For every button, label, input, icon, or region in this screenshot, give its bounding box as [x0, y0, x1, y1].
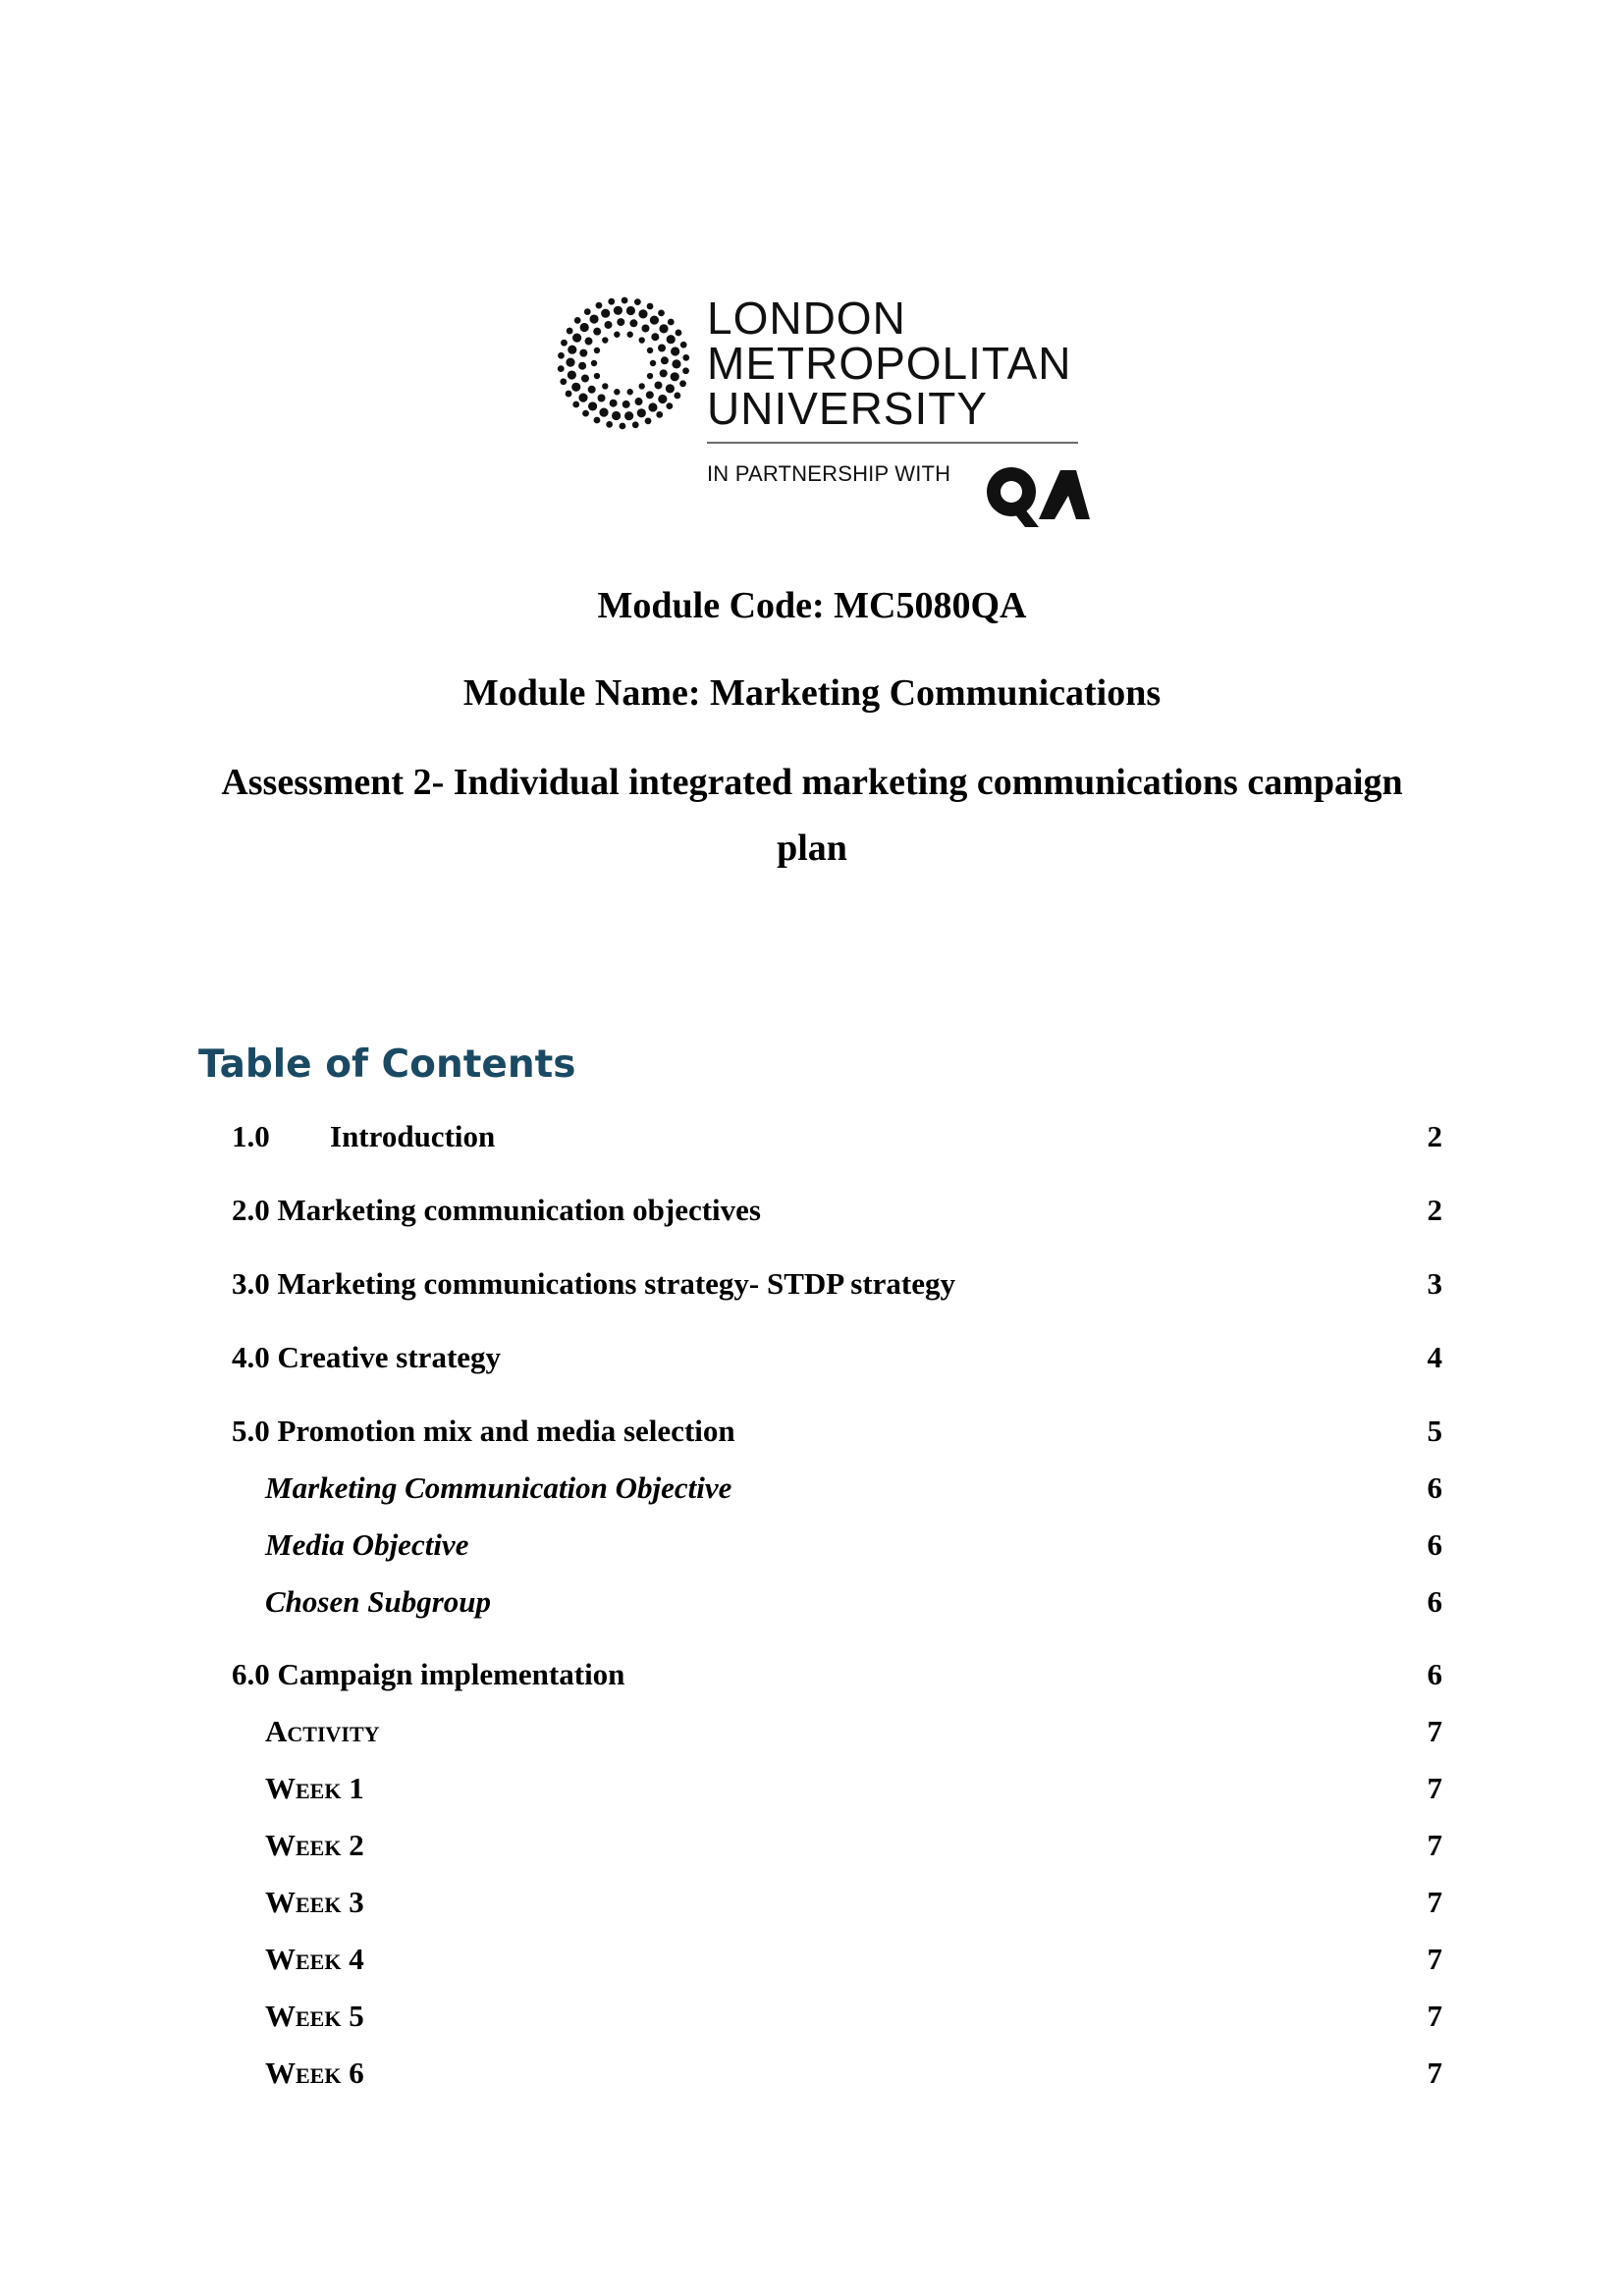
- logo-dot: [646, 391, 654, 399]
- logo-dot: [647, 303, 654, 310]
- logo-dot: [638, 309, 647, 318]
- logo-dot: [679, 380, 686, 387]
- module-code: Module Code: MC5080QA: [597, 585, 1027, 626]
- toc-entry-page: 7: [1427, 1771, 1442, 1805]
- logo-dot: [578, 394, 587, 402]
- toc-entry-label: Activity: [265, 1714, 380, 1748]
- logo-dot: [626, 332, 632, 338]
- toc-entry-page: 7: [1427, 1942, 1442, 1976]
- toc-entry-creative-strategy[interactable]: [232, 1340, 1442, 1383]
- logo-dot: [682, 354, 689, 361]
- logo-dot: [651, 333, 659, 341]
- toc-entry-label: 5.0 Promotion mix and media selection: [232, 1414, 735, 1448]
- logo-dot: [632, 421, 639, 428]
- toc-entry-week-3[interactable]: [265, 1885, 1442, 1928]
- logo-dot: [645, 418, 652, 425]
- logo-dot: [585, 338, 593, 346]
- logo-dot: [624, 411, 633, 420]
- toc-entry-page: 6: [1427, 1657, 1442, 1691]
- logo-dot: [622, 297, 628, 304]
- logo-dot: [580, 323, 589, 332]
- toc-entry-promotion-mix[interactable]: [232, 1414, 1442, 1457]
- toc-entry-label: Week 4: [265, 1942, 364, 1976]
- logo-dot: [584, 308, 591, 315]
- logo-dot: [594, 347, 600, 353]
- toc-entry-campaign-implementation[interactable]: [232, 1657, 1442, 1700]
- toc-entry-label: 6.0 Campaign implementation: [232, 1657, 625, 1691]
- logo-dot: [658, 309, 665, 316]
- toc-entry-label: Marketing Communication Objective: [265, 1470, 732, 1505]
- logo-dot: [594, 417, 601, 424]
- toc-entry-activity[interactable]: [265, 1714, 1442, 1757]
- logo-dot: [634, 298, 641, 305]
- logo-dot: [635, 398, 643, 405]
- logo-dot: [668, 319, 675, 326]
- toc-entry-page: 6: [1427, 1470, 1442, 1505]
- logo-dot: [558, 365, 565, 372]
- toc-entry-page: 7: [1427, 1714, 1442, 1748]
- toc-entry-page: 5: [1427, 1414, 1442, 1448]
- logo-dot: [602, 337, 608, 343]
- logo-dot: [572, 401, 579, 408]
- logo-dot: [568, 370, 576, 379]
- logo-dot: [566, 358, 574, 367]
- toc-entry-label: 3.0 Marketing communications strategy- STDP strategy: [232, 1266, 956, 1301]
- logo-dot: [582, 410, 589, 417]
- logo-line-metropolitan: METROPOLITAN: [707, 338, 1072, 389]
- logo-line-london: LONDON: [707, 293, 906, 344]
- logo-dot: [604, 321, 612, 329]
- toc-entry-page: 6: [1427, 1527, 1442, 1562]
- toc-entry-label: Week 3: [265, 1885, 364, 1919]
- logo-dot: [581, 375, 589, 383]
- logo-dot: [579, 349, 587, 357]
- logo-dot: [626, 306, 635, 315]
- logo-dot: [602, 383, 608, 389]
- logo-dot: [614, 389, 620, 395]
- logo-dot: [617, 318, 624, 326]
- logo-dot: [650, 360, 656, 366]
- toc-entry-label: 2.0 Marketing communication objectives: [232, 1193, 761, 1227]
- toc-entry-page: 7: [1427, 2056, 1442, 2090]
- logo-dot: [567, 328, 573, 335]
- toc-entry-week-5[interactable]: [265, 1999, 1442, 2042]
- logo-dot: [639, 337, 645, 343]
- logo-dot: [660, 369, 668, 377]
- toc-entry-page: 7: [1427, 1999, 1442, 2033]
- toc-entry-week-4[interactable]: [265, 1942, 1442, 1985]
- logo-dot: [614, 306, 623, 315]
- toc-entry-label: Chosen Subgroup: [265, 1584, 492, 1619]
- logo-dot: [661, 356, 669, 364]
- logo-dot: [639, 383, 645, 389]
- logo-dot: [593, 328, 601, 336]
- logo-dot: [656, 411, 663, 418]
- toc-entry-page: 3: [1427, 1266, 1442, 1301]
- logo-dot: [676, 330, 682, 337]
- logo-dot: [629, 319, 637, 327]
- logo-dot: [594, 373, 600, 379]
- logo-dot: [599, 408, 608, 417]
- toc-entry-label: Introduction: [330, 1119, 496, 1153]
- logo-dot: [612, 411, 621, 420]
- logo-dot: [596, 302, 603, 309]
- logo-dot: [647, 347, 653, 353]
- toc-entry-mc-objective[interactable]: [265, 1470, 1442, 1514]
- logo-dot: [560, 378, 567, 385]
- toc-entry-label: Week 1: [265, 1771, 364, 1805]
- logo-dot: [667, 335, 676, 344]
- university-logo: [550, 290, 1085, 540]
- logo-dot: [654, 381, 662, 389]
- logo-dot: [674, 393, 680, 400]
- toc-entry-page: 2: [1427, 1119, 1442, 1153]
- toc-entry-page: 7: [1427, 1885, 1442, 1919]
- logo-dot: [648, 402, 657, 411]
- logo-dot: [571, 383, 580, 392]
- toc-heading: Table of Contents: [198, 1042, 576, 1087]
- logo-dot: [682, 367, 689, 374]
- logo-dot: [672, 359, 680, 368]
- assessment-title-line1: Assessment 2- Individual integrated marketing communications campaign: [221, 762, 1403, 803]
- toc-entry-page: 6: [1427, 1584, 1442, 1619]
- toc-entry-page: 7: [1427, 1828, 1442, 1862]
- logo-dot: [637, 408, 646, 417]
- logo-dot: [588, 386, 596, 394]
- toc-entry-label: Week 6: [265, 2056, 364, 2090]
- logo-dot: [610, 400, 618, 407]
- logo-line-university: UNIVERSITY: [707, 383, 989, 434]
- toc-entry-label: Media Objective: [265, 1527, 469, 1562]
- logo-dot: [671, 372, 679, 381]
- logo-dot: [588, 401, 597, 410]
- logo-dot: [572, 334, 581, 343]
- toc-entry-number: 1.0: [232, 1119, 270, 1153]
- logo-dot: [680, 342, 687, 348]
- logo-dot: [568, 346, 576, 354]
- toc-entry-week-6[interactable]: [265, 2056, 1442, 2099]
- logo-dot: [626, 389, 632, 395]
- logo-dot: [574, 317, 581, 324]
- logo-dot: [666, 402, 673, 409]
- qa-logo-icon: [982, 458, 1090, 535]
- logo-dot: [666, 384, 675, 393]
- logo-dot: [658, 344, 666, 351]
- logo-dot: [647, 373, 653, 379]
- logo-dot: [578, 362, 586, 370]
- logo-dot: [614, 332, 620, 338]
- dot-ring-icon: [555, 294, 692, 432]
- logo-dot: [598, 394, 606, 401]
- logo-dot: [558, 352, 565, 359]
- logo-dot: [606, 421, 613, 428]
- toc-entry-page: 2: [1427, 1193, 1442, 1227]
- logo-dot: [620, 423, 626, 430]
- logo-dot: [671, 347, 679, 355]
- logo-dot: [658, 395, 667, 403]
- toc-entry-introduction[interactable]: [232, 1119, 1442, 1162]
- logo-dot: [641, 325, 649, 333]
- toc-entry-chosen-subgroup[interactable]: [265, 1584, 1442, 1628]
- logo-dot: [601, 309, 610, 318]
- toc-entry-page: 4: [1427, 1340, 1442, 1374]
- logo-dot: [608, 298, 615, 305]
- toc-entry-label: Week 5: [265, 1999, 364, 2033]
- assessment-title-line2: plan: [777, 828, 847, 869]
- toc-entry-objectives[interactable]: [232, 1193, 1442, 1236]
- toc-entry-label: 4.0 Creative strategy: [232, 1340, 502, 1374]
- logo-dot: [566, 391, 572, 398]
- module-name: Module Name: Marketing Communications: [462, 672, 1162, 714]
- logo-divider: [707, 442, 1078, 444]
- logo-dot: [589, 314, 598, 323]
- toc-entry-week-1[interactable]: [265, 1771, 1442, 1814]
- logo-dot: [650, 315, 659, 324]
- logo-dot: [659, 324, 668, 333]
- toc-entry-strategy[interactable]: [232, 1266, 1442, 1309]
- partner-text: IN PARTNERSHIP WITH: [707, 461, 951, 486]
- logo-dot: [591, 360, 597, 366]
- toc-entry-week-2[interactable]: [265, 1828, 1442, 1871]
- logo-dot: [561, 340, 568, 347]
- logo-dot: [623, 400, 630, 408]
- toc-entry-media-objective[interactable]: [265, 1527, 1442, 1571]
- toc-entry-label: Week 2: [265, 1828, 364, 1862]
